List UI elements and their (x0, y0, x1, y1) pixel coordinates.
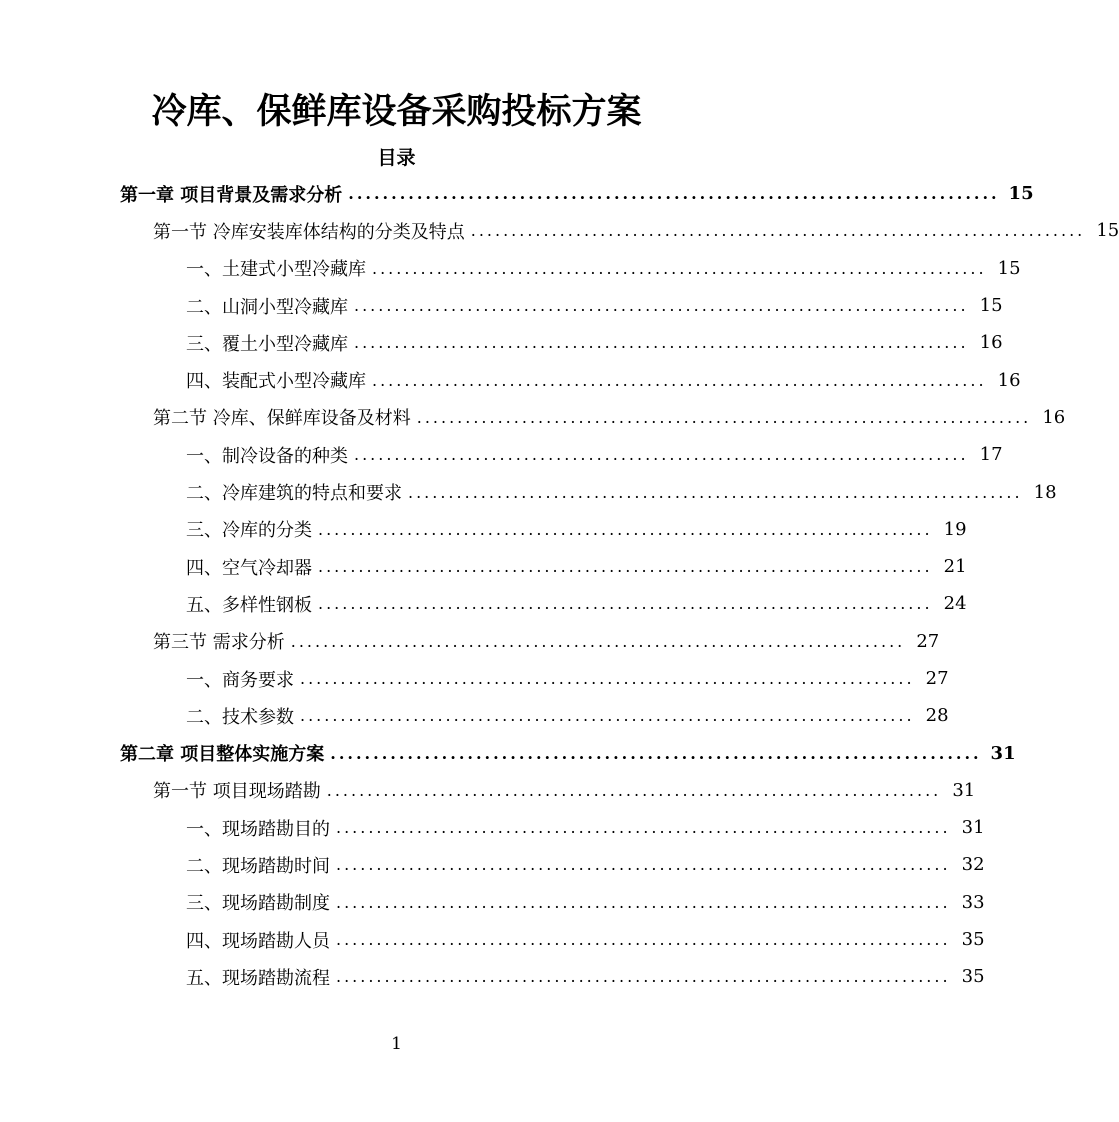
toc-entry-level-3[interactable] (0, 511, 967, 548)
toc-entry-label: 三、现场踏勘制度 (186, 893, 330, 915)
toc-entry-level-3[interactable] (0, 884, 985, 921)
toc-entry-label: 第二节 冷库、保鲜库设备及材料 (153, 408, 411, 430)
toc-dot-leader: ............................................................................ (336, 818, 951, 838)
toc-entry-label: 第一章 项目背景及需求分析 (120, 184, 343, 206)
toc-entry-page-number: 31 (952, 779, 976, 801)
toc-dot-leader: ............................................................................ (318, 557, 933, 577)
toc-entry-label: 五、现场踏勘流程 (186, 967, 330, 989)
toc-entry-label: 二、山洞小型冷藏库 (186, 296, 348, 318)
toc-entry-page-number: 16 (997, 369, 1021, 391)
toc-entry-level-3[interactable] (0, 361, 1021, 398)
page-number: 1 (391, 1034, 402, 1054)
toc-entry-label: 二、现场踏勘时间 (186, 855, 330, 877)
toc-entry-page-number: 27 (916, 630, 940, 652)
toc-entry-page-number: 33 (961, 891, 985, 913)
toc-entry-label: 四、空气冷却器 (186, 557, 312, 579)
toc-dot-leader: ............................................................................ (300, 706, 915, 726)
toc-entry-level-3[interactable] (0, 809, 985, 846)
toc-entry-label: 一、现场踏勘目的 (186, 818, 330, 840)
toc-entry-page-number: 31 (961, 817, 985, 839)
toc-entry-level-3[interactable] (0, 287, 1003, 324)
toc-entry-label: 三、冷库的分类 (186, 520, 312, 542)
toc-entry-page-number: 21 (943, 556, 967, 578)
toc-heading: 目录 (377, 147, 416, 169)
toc-entry-label: 四、装配式小型冷藏库 (186, 371, 366, 393)
toc-entry-page-number: 16 (1042, 406, 1066, 428)
toc-dot-leader: ............................................................................ (318, 519, 933, 539)
toc-entry-level-1[interactable] (0, 175, 1034, 212)
toc-dot-leader: ............................................................................ (416, 407, 1032, 427)
toc-dot-leader: ............................................................................ (354, 296, 969, 316)
toc-dot-leader: ............................................................................ (336, 892, 951, 912)
toc-dot-leader: ............................................................................ (330, 743, 982, 763)
toc-dot-leader: ............................................................................ (354, 333, 969, 353)
toc-entry-page-number: 15 (997, 257, 1021, 279)
toc-entry-page-number: 15 (1096, 220, 1119, 242)
toc-entry-label: 第一节 冷库安装库体结构的分类及特点 (153, 221, 465, 243)
toc-entry-label: 五、多样性钢板 (186, 594, 312, 616)
toc-entry-label: 一、土建式小型冷藏库 (186, 259, 366, 281)
toc-entry-level-3[interactable] (0, 548, 967, 585)
toc-entry-page-number: 18 (1033, 481, 1057, 503)
toc-entry-label: 第二章 项目整体实施方案 (120, 744, 325, 766)
toc-entry-page-number: 17 (979, 444, 1003, 466)
toc-entry-page-number: 28 (925, 705, 949, 727)
toc-entry-label: 第三节 需求分析 (153, 632, 285, 654)
toc-entry-level-3[interactable] (0, 436, 1003, 473)
toc-entry-level-3[interactable] (0, 250, 1021, 287)
toc-dot-leader: ............................................................................ (372, 370, 987, 390)
toc-entry-level-3[interactable] (0, 697, 949, 734)
toc-dot-leader: ............................................................................ (354, 445, 969, 465)
toc-entry-page-number: 32 (961, 854, 985, 876)
toc-dot-leader: ............................................................................ (336, 855, 951, 875)
toc-dot-leader: ............................................................................ (348, 184, 1000, 204)
toc-entry-level-2[interactable] (0, 623, 940, 660)
toc-entry-page-number: 35 (961, 966, 985, 988)
toc-entry-label: 三、覆土小型冷藏库 (186, 333, 348, 355)
toc-dot-leader: ............................................................................ (372, 258, 987, 278)
toc-entry-page-number: 35 (961, 929, 985, 951)
toc-entry-label: 第一节 项目现场踏勘 (153, 781, 321, 803)
toc-entry-label: 二、技术参数 (186, 706, 294, 728)
toc-dot-leader: ............................................................................ (290, 631, 906, 651)
document-title: 冷库、保鲜库设备采购投标方案 (151, 91, 642, 132)
toc-entry-label: 一、制冷设备的种类 (186, 445, 348, 467)
table-of-contents (0, 175, 1119, 996)
toc-entry-level-1[interactable] (0, 734, 1016, 771)
toc-entry-page-number: 15 (1008, 183, 1034, 205)
toc-entry-label: 一、商务要求 (186, 669, 294, 691)
toc-dot-leader: ............................................................................ (336, 967, 951, 987)
toc-entry-level-2[interactable] (0, 772, 976, 809)
toc-entry-label: 四、现场踏勘人员 (186, 930, 330, 952)
toc-entry-level-3[interactable] (0, 958, 985, 995)
toc-dot-leader: ............................................................................ (318, 594, 933, 614)
toc-entry-level-3[interactable] (0, 921, 985, 958)
toc-dot-leader: ............................................................................ (470, 221, 1086, 241)
toc-entry-page-number: 15 (979, 295, 1003, 317)
toc-entry-page-number: 16 (979, 332, 1003, 354)
toc-entry-level-3[interactable] (0, 846, 985, 883)
toc-dot-leader: ............................................................................ (336, 930, 951, 950)
toc-entry-level-2[interactable] (0, 212, 1119, 249)
toc-entry-level-2[interactable] (0, 399, 1066, 436)
toc-entry-level-3[interactable] (0, 660, 949, 697)
toc-entry-page-number: 24 (943, 593, 967, 615)
toc-dot-leader: ............................................................................ (326, 780, 942, 800)
toc-dot-leader: ............................................................................ (300, 669, 915, 688)
toc-entry-label: 二、冷库建筑的特点和要求 (186, 483, 402, 505)
toc-entry-page-number: 19 (943, 518, 967, 540)
toc-dot-leader: ............................................................................ (408, 482, 1023, 502)
toc-entry-level-3[interactable] (0, 585, 967, 622)
toc-entry-level-3[interactable] (0, 473, 1057, 510)
toc-entry-page-number: 31 (990, 742, 1016, 764)
toc-entry-level-3[interactable] (0, 324, 1003, 361)
toc-entry-page-number: 27 (925, 668, 949, 689)
